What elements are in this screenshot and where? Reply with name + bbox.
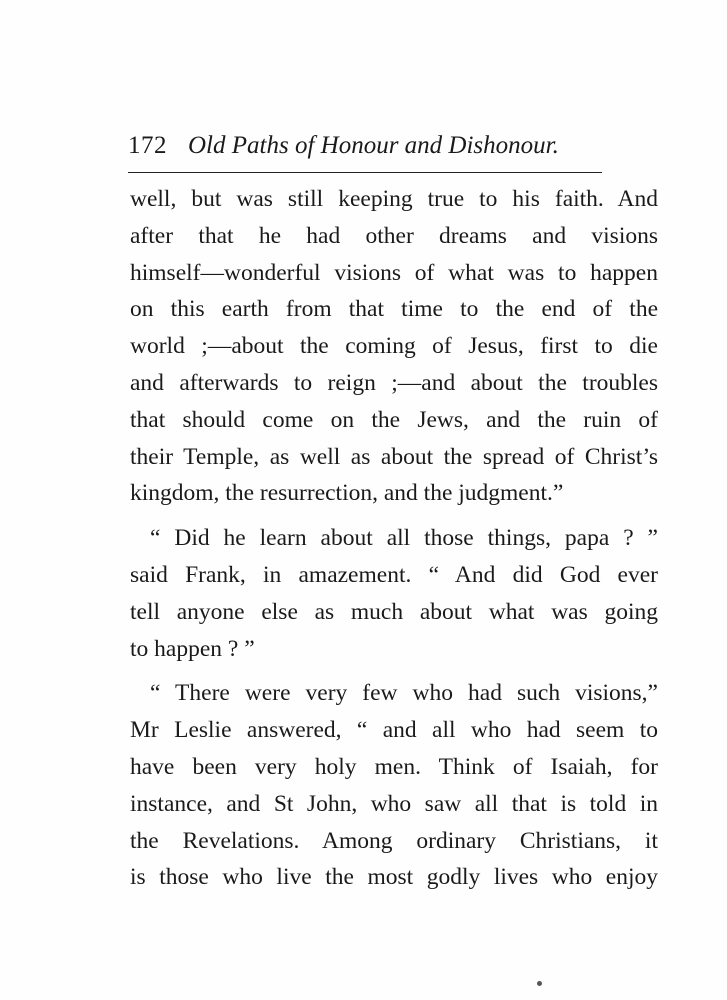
text-line: instance, and St John, who saw all that is told in xyxy=(130,790,658,817)
text-line: “ Did he learn about all those things, papa ? ” xyxy=(150,525,658,552)
text-line: the Revelations. Among ordinary Christians, it xyxy=(130,827,658,854)
text-line: said Frank, in amazement. “ And did God ever xyxy=(130,561,658,588)
text-line: tell anyone else as much about what was going xyxy=(130,598,658,625)
page-header xyxy=(128,128,600,168)
text-line: after that he had other dreams and visions xyxy=(130,222,658,249)
text-line: well, but was still keeping true to his faith. And xyxy=(130,186,658,212)
text-line: that should come on the Jews, and the ruin of xyxy=(130,406,658,433)
text-line: to happen ? ” xyxy=(130,635,255,662)
text-line: their Temple, as well as about the spread of Christ’s xyxy=(130,443,658,470)
text-line: is those who live the most godly lives who enjoy xyxy=(130,864,658,891)
ink-speck xyxy=(537,981,542,986)
text-line: kingdom, the resurrection, and the judgment.” xyxy=(130,480,564,507)
page-number: 172 xyxy=(128,132,167,159)
text-line: “ There were very few who had such visions,” xyxy=(150,680,658,707)
text-line: himself—wonderful visions of what was to happen xyxy=(130,259,658,286)
text-line: Mr Leslie answered, “ and all who had seem to xyxy=(130,717,658,744)
text-line: world ;—about the coming of Jesus, first to die xyxy=(130,333,658,360)
text-line: have been very holy men. Think of Isaiah, for xyxy=(130,753,658,780)
text-line: and afterwards to reign ;—and about the troubles xyxy=(130,369,658,396)
header-rule xyxy=(128,172,602,173)
running-title: Old Paths of Honour and Dishonour. xyxy=(188,132,559,159)
text-line: on this earth from that time to the end of the xyxy=(130,296,658,323)
body-text xyxy=(130,181,658,896)
